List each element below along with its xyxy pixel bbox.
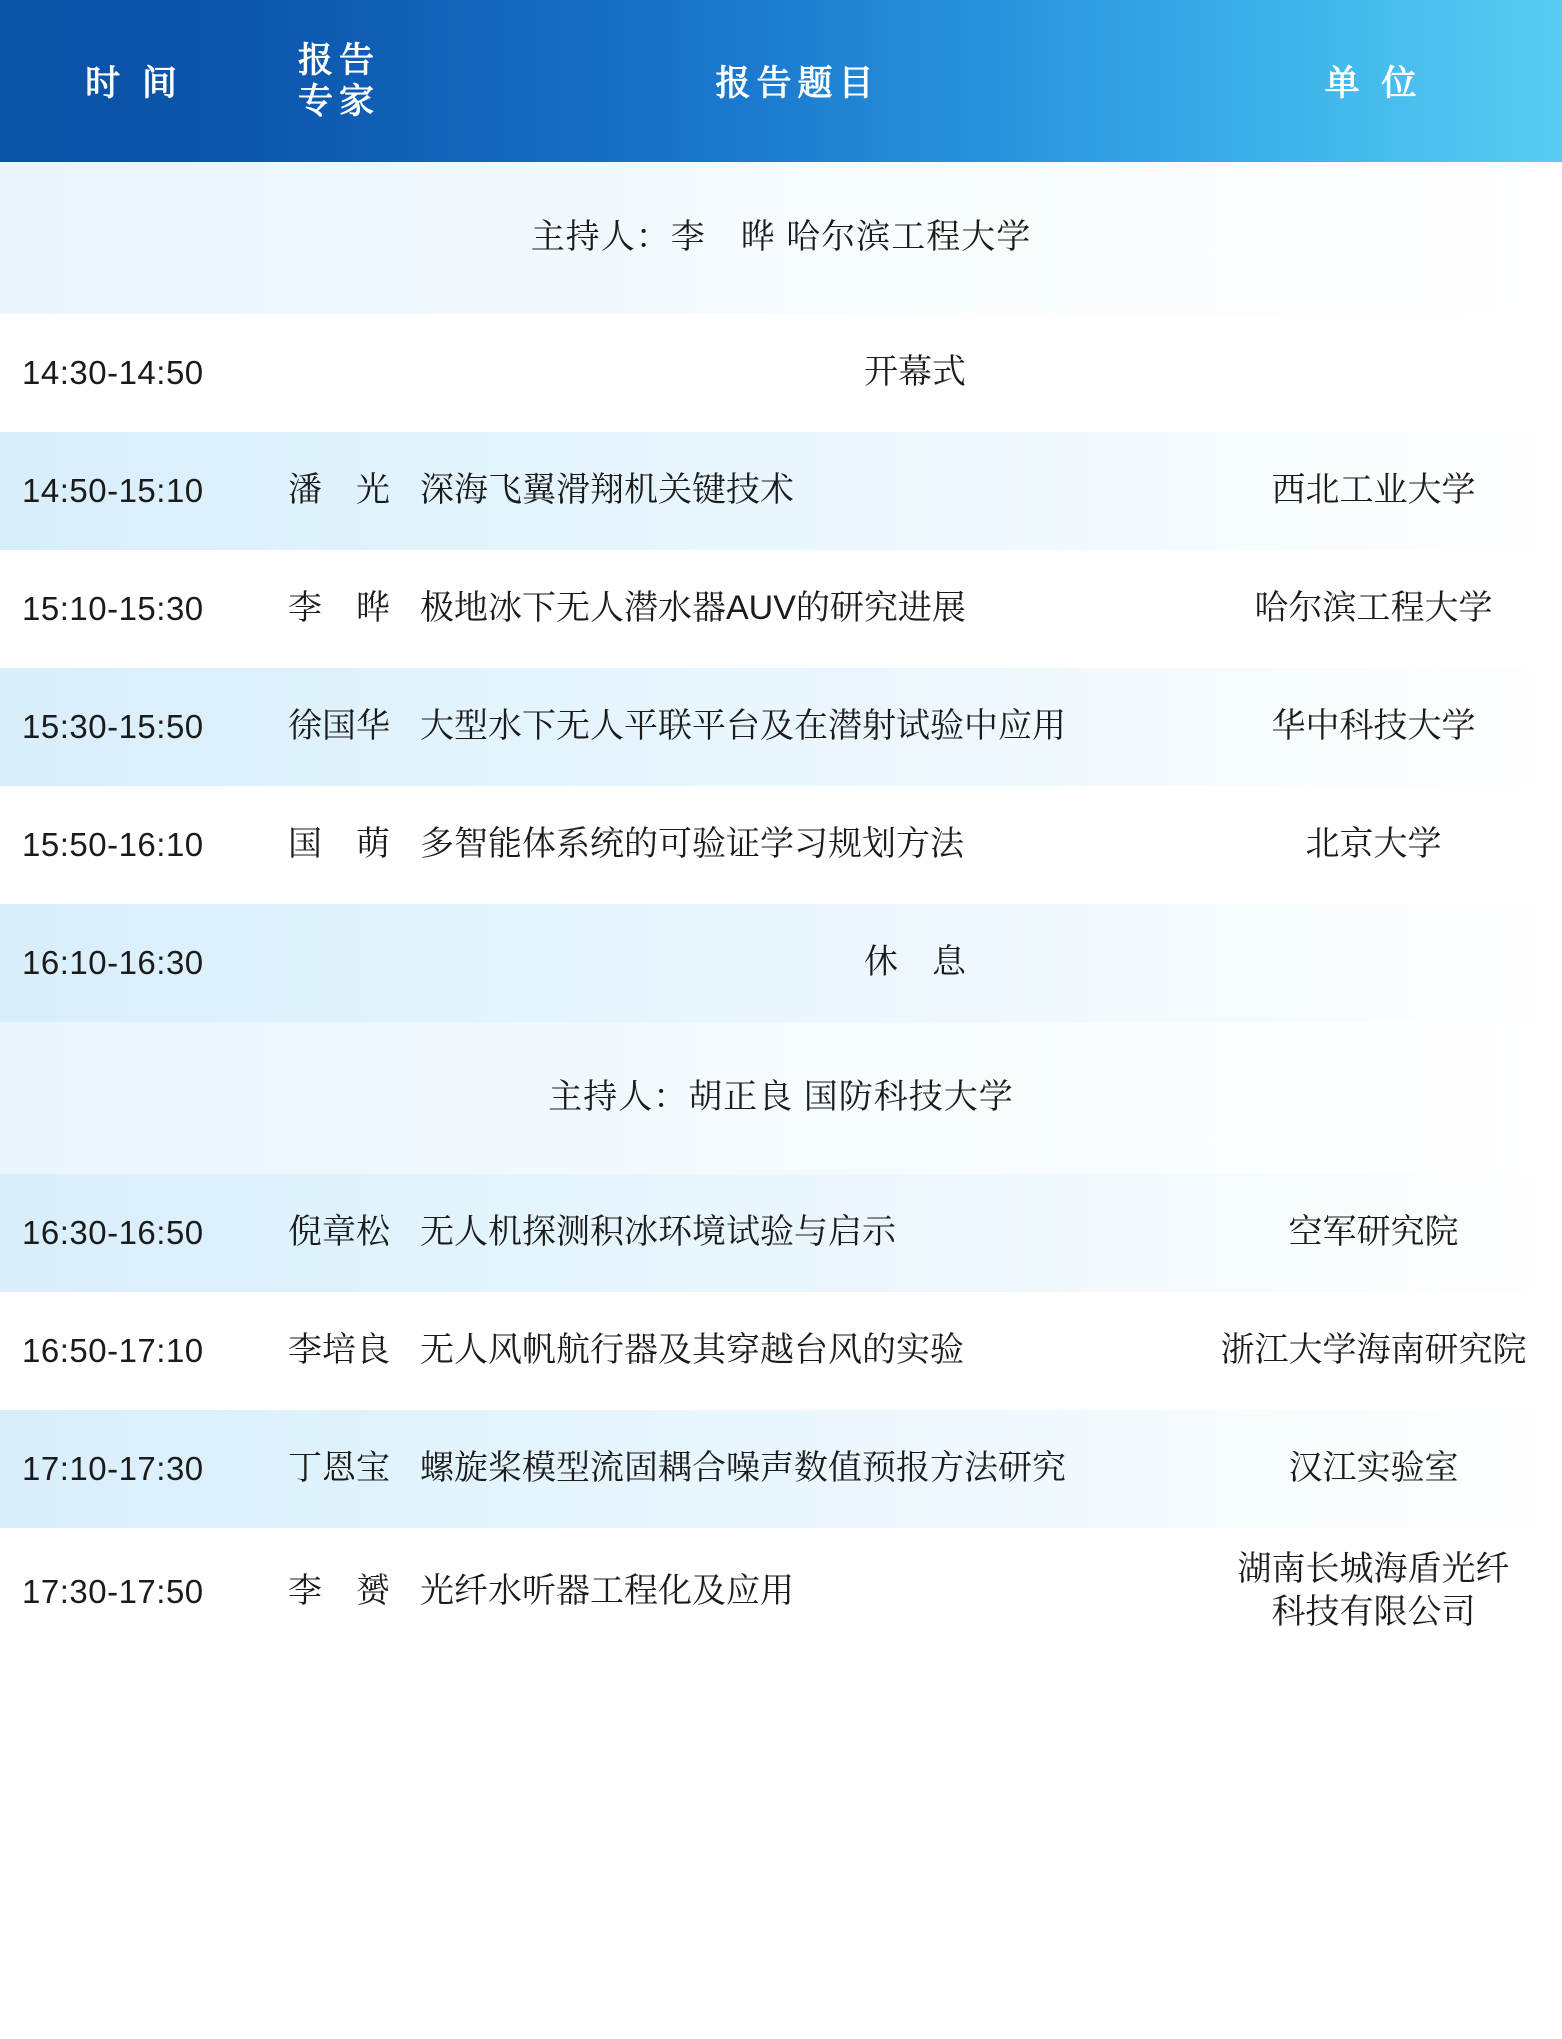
session-host-row bbox=[0, 162, 1562, 314]
session-host-label: 主持人：胡正良 国防科技大学 bbox=[548, 1078, 1014, 1117]
cell-organization: 北京大学 bbox=[1305, 825, 1442, 864]
cell-time: 15:30-15:50 bbox=[22, 707, 204, 745]
cell-organization: 汉江实验室 bbox=[1288, 1449, 1459, 1488]
cell-organization: 哈尔滨工程大学 bbox=[1254, 589, 1493, 628]
cell-time: 16:30-16:50 bbox=[22, 1213, 204, 1251]
cell-time: 15:50-16:10 bbox=[22, 825, 204, 863]
cell-speaker: 倪章松 bbox=[288, 1213, 390, 1252]
column-header-title: 报告题目 bbox=[715, 64, 880, 103]
cell-organization bbox=[1185, 1528, 1562, 1656]
cell-talk-title: 无人机探测积冰环境试验与启示 bbox=[420, 1213, 896, 1252]
table-row bbox=[0, 314, 1562, 432]
table-row bbox=[0, 550, 1562, 668]
cell-talk-title: 光纤水听器工程化及应用 bbox=[420, 1572, 794, 1611]
table-row bbox=[0, 432, 1562, 550]
cell-organization: 华中科技大学 bbox=[1271, 707, 1476, 746]
cell-talk-title: 大型水下无人平联平台及在潜射试验中应用 bbox=[420, 707, 1066, 746]
table-body bbox=[0, 162, 1562, 1656]
column-header-speaker-line2: 专家 bbox=[297, 82, 380, 121]
table-row bbox=[0, 1528, 1562, 1656]
column-header-org: 单 位 bbox=[1324, 64, 1423, 103]
organization-line-2: 科技有限公司 bbox=[1271, 1592, 1476, 1631]
table-row bbox=[0, 904, 1562, 1022]
cell-time: 17:10-17:30 bbox=[22, 1449, 204, 1487]
table-row bbox=[0, 1292, 1562, 1410]
table-row bbox=[0, 1174, 1562, 1292]
cell-speaker: 李培良 bbox=[288, 1331, 390, 1370]
cell-time: 16:10-16:30 bbox=[22, 943, 204, 981]
cell-speaker: 李 赟 bbox=[288, 1572, 390, 1611]
session-host-row bbox=[0, 1022, 1562, 1174]
cell-organization: 空军研究院 bbox=[1288, 1213, 1459, 1252]
session-host-label: 主持人：李 晔 哈尔滨工程大学 bbox=[530, 218, 1032, 257]
cell-time: 15:10-15:30 bbox=[22, 589, 204, 627]
cell-speaker: 徐国华 bbox=[288, 707, 390, 746]
cell-session-label: 休 息 bbox=[864, 943, 966, 982]
cell-talk-title: 多智能体系统的可验证学习规划方法 bbox=[420, 825, 964, 864]
cell-speaker: 丁恩宝 bbox=[288, 1449, 390, 1488]
cell-time: 17:30-17:50 bbox=[22, 1572, 204, 1610]
cell-talk-title: 无人风帆航行器及其穿越台风的实验 bbox=[420, 1331, 964, 1370]
cell-session-label: 开幕式 bbox=[864, 353, 966, 392]
column-header-time: 时 间 bbox=[85, 64, 183, 103]
cell-speaker: 潘 光 bbox=[288, 471, 390, 510]
header-row bbox=[0, 0, 1562, 162]
cell-talk-title: 螺旋桨模型流固耦合噪声数值预报方法研究 bbox=[420, 1449, 1066, 1488]
cell-talk-title: 极地冰下无人潜水器AUV的研究进展 bbox=[420, 589, 966, 628]
organization-text bbox=[1238, 1548, 1510, 1633]
column-header-speaker bbox=[268, 0, 410, 162]
cell-time: 16:50-17:10 bbox=[22, 1331, 204, 1369]
cell-time: 14:50-15:10 bbox=[22, 471, 204, 509]
cell-organization: 西北工业大学 bbox=[1271, 471, 1476, 510]
table-header bbox=[0, 0, 1562, 162]
organization-line-1: 湖南长城海盾光纤 bbox=[1237, 1550, 1510, 1589]
cell-time: 14:30-14:50 bbox=[22, 353, 204, 391]
table-row bbox=[0, 786, 1562, 904]
column-header-speaker-line1: 报告 bbox=[297, 40, 380, 80]
cell-speaker: 国 萌 bbox=[288, 825, 390, 864]
cell-talk-title: 深海飞翼滑翔机关键技术 bbox=[420, 471, 794, 510]
table-row bbox=[0, 1410, 1562, 1528]
cell-organization: 浙江大学海南研究院 bbox=[1220, 1331, 1527, 1370]
table-row bbox=[0, 668, 1562, 786]
cell-speaker: 李 晔 bbox=[288, 589, 390, 628]
